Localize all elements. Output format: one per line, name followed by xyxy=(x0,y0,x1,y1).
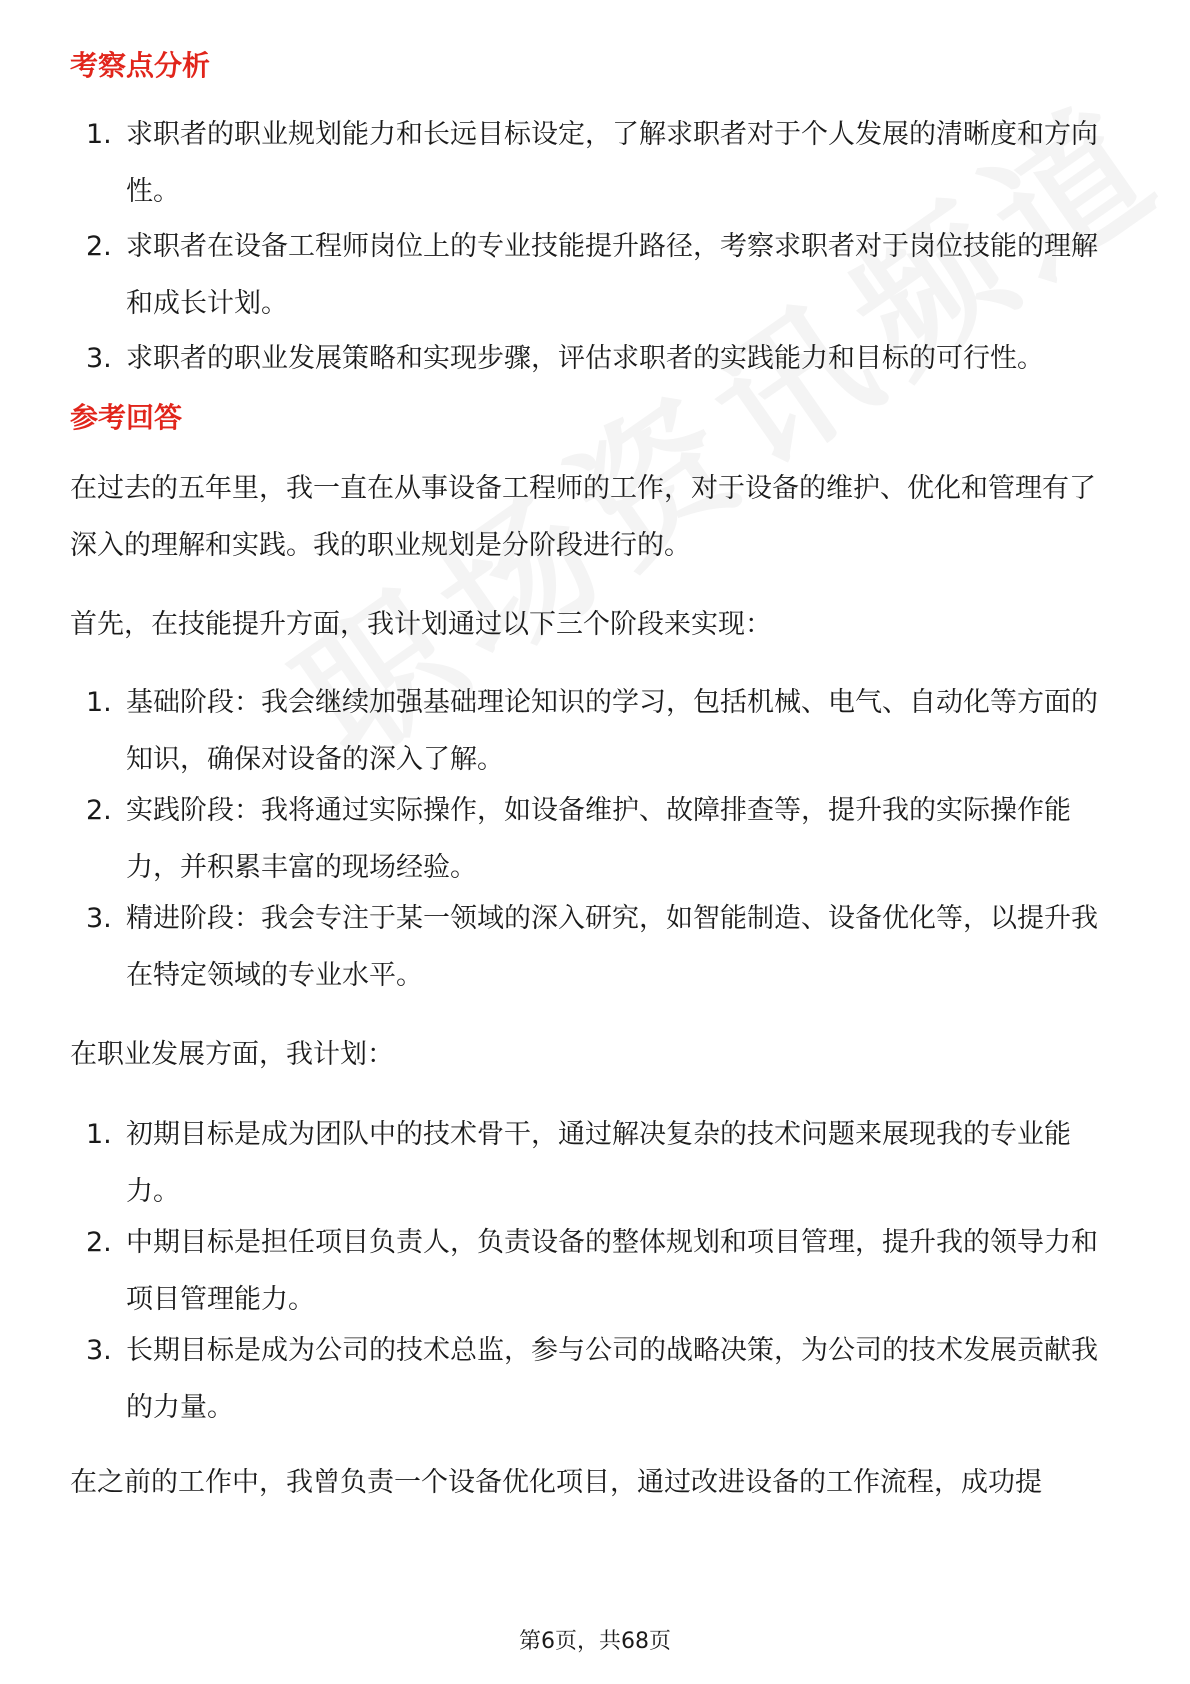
skills-intro: 首先，在技能提升方面，我计划通过以下三个阶段来实现： xyxy=(70,609,772,640)
list-item: 1. 求职者的职业规划能力和长远目标设定，了解求职者对于个人发展的清晰度和方向性。 xyxy=(86,119,1098,207)
closing-paragraph: 在之前的工作中，我曾负责一个设备优化项目，通过改进设备的工作流程，成功提 xyxy=(70,1467,1042,1498)
page-number: 第6页，共68页 xyxy=(519,1629,671,1654)
list-item: 3. 求职者的职业发展策略和实现步骤，评估求职者的实践能力和目标的可行性。 xyxy=(86,343,1044,374)
career-intro: 在职业发展方面，我计划： xyxy=(70,1039,394,1070)
list-item: 2. 实践阶段：我将通过实际操作，如设备维护、故障排查等，提升我的实际操作能力，并积累丰富的现场经验。 xyxy=(86,795,1071,883)
list-item: 3. 精进阶段：我会专注于某一领域的深入研究，如智能制造、设备优化等，以提升我在特定领域的专业水平。 xyxy=(86,903,1098,991)
list-item: 2. 求职者在设备工程师岗位上的专业技能提升路径，考察求职者对于岗位技能的理解和成长计划。 xyxy=(86,231,1098,319)
answer-intro: 在过去的五年里，我一直在从事设备工程师的工作，对于设备的维护、优化和管理有了深入的理解和实践。我的职业规划是分阶段进行的。 xyxy=(70,473,1096,561)
section-heading-analysis: 考察点分析 xyxy=(70,49,211,82)
list-item: 1. 初期目标是成为团队中的技术骨干，通过解决复杂的技术问题来展现我的专业能力。 xyxy=(86,1119,1071,1207)
list-item: 1. 基础阶段：我会继续加强基础理论知识的学习，包括机械、电气、自动化等方面的知识，确保对设备的深入了解。 xyxy=(86,687,1098,775)
list-item: 3. 长期目标是成为公司的技术总监，参与公司的战略决策，为公司的技术发展贡献我的力量。 xyxy=(86,1335,1098,1423)
list-item: 2. 中期目标是担任项目负责人，负责设备的整体规划和项目管理，提升我的领导力和项目管理能力。 xyxy=(86,1227,1098,1315)
career-list xyxy=(70,1106,1120,1436)
skills-list xyxy=(70,674,1120,1004)
section-heading-answer: 参考回答 xyxy=(70,401,183,434)
analysis-list xyxy=(70,106,1120,387)
